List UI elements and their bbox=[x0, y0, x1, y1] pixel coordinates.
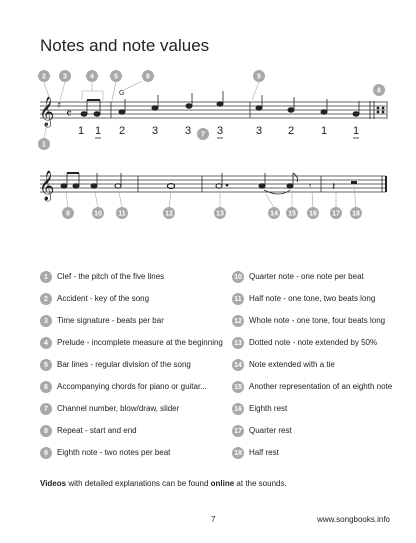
legend-item bbox=[40, 310, 223, 332]
callout-badge bbox=[59, 70, 71, 82]
svg-text:6: 6 bbox=[146, 73, 150, 81]
legend-item bbox=[232, 420, 392, 442]
legend-item bbox=[40, 288, 223, 310]
legend-text: Quarter rest bbox=[249, 426, 292, 435]
eighth-rest-icon: 𝄾 bbox=[309, 182, 312, 192]
treble-clef-icon: 𝄞 bbox=[39, 171, 55, 201]
legend-text: Accident - key of the song bbox=[57, 294, 150, 303]
quarter-notes-bar-1 bbox=[119, 91, 223, 114]
legend-item bbox=[232, 354, 392, 376]
svg-text:14: 14 bbox=[270, 210, 278, 218]
legend-item bbox=[40, 442, 223, 464]
callout-badge bbox=[253, 70, 265, 82]
legend-badge: 4 bbox=[40, 337, 52, 349]
legend-text: Time signature - beats per bar bbox=[57, 316, 164, 325]
dotted-half-note-icon bbox=[216, 173, 228, 188]
footer-text-end: at the sounds. bbox=[234, 479, 287, 488]
legend-badge: 10 bbox=[232, 271, 244, 283]
svg-text:7: 7 bbox=[201, 131, 205, 139]
music-notation bbox=[0, 0, 416, 250]
legend-badge: 16 bbox=[232, 403, 244, 415]
svg-text:3: 3 bbox=[63, 73, 67, 81]
legend-text: Note extended with a tie bbox=[249, 360, 335, 369]
svg-text:15: 15 bbox=[288, 210, 296, 218]
legend-item bbox=[232, 266, 392, 288]
legend-badge: 5 bbox=[40, 359, 52, 371]
svg-text:9: 9 bbox=[66, 210, 70, 218]
callout-badge bbox=[38, 70, 50, 82]
callout-badge bbox=[92, 207, 104, 219]
beat-number: 2 bbox=[288, 125, 295, 137]
legend-badge: 3 bbox=[40, 315, 52, 327]
site-url: www.songbooks.info bbox=[317, 515, 390, 524]
legend-item bbox=[232, 376, 392, 398]
callout-badge bbox=[307, 207, 319, 219]
beat-number: 2 bbox=[119, 125, 126, 137]
legend-text: Dotted note - note extended by 50% bbox=[249, 338, 378, 347]
beat-number: 1 bbox=[78, 125, 85, 137]
callout-badge bbox=[110, 70, 122, 82]
svg-text:10: 10 bbox=[94, 210, 102, 218]
beat-number: 3 bbox=[256, 125, 263, 137]
sharp-icon: ♯ bbox=[57, 101, 62, 111]
beat-number: 3 bbox=[152, 125, 159, 137]
legend-item bbox=[40, 266, 223, 288]
callout-badge bbox=[286, 207, 298, 219]
callout-badge bbox=[38, 138, 50, 150]
legend-badge: 8 bbox=[40, 425, 52, 437]
beat-number: 1 bbox=[95, 125, 102, 137]
legend-item bbox=[40, 354, 223, 376]
legend-text: Eighth note - two notes per beat bbox=[57, 448, 171, 457]
callout-lines bbox=[66, 186, 356, 208]
legend-badge: 11 bbox=[232, 293, 244, 305]
page-number: 7 bbox=[211, 515, 216, 524]
legend-item bbox=[232, 310, 392, 332]
legend-badge: 1 bbox=[40, 271, 52, 283]
svg-text:18: 18 bbox=[352, 210, 360, 218]
quarter-rest-icon: 𝄽 bbox=[332, 180, 336, 193]
half-note-icon bbox=[115, 173, 121, 188]
callout-badge bbox=[142, 70, 154, 82]
legend-badge: 12 bbox=[232, 315, 244, 327]
callout-badge bbox=[163, 207, 175, 219]
svg-text:4: 4 bbox=[90, 73, 94, 81]
legend-item bbox=[40, 332, 223, 354]
legend-item bbox=[40, 420, 223, 442]
callout-badge bbox=[62, 207, 74, 219]
svg-text:16: 16 bbox=[309, 210, 317, 218]
legend-badge: 13 bbox=[232, 337, 244, 349]
quarter-notes-bar-2 bbox=[256, 95, 359, 116]
legend-item bbox=[232, 442, 392, 464]
legend-badge: 18 bbox=[232, 447, 244, 459]
svg-text:1: 1 bbox=[42, 141, 46, 149]
beat-number: 3 bbox=[217, 125, 224, 137]
svg-text:11: 11 bbox=[118, 210, 126, 218]
callout-badge bbox=[197, 128, 209, 140]
legend-text: Half note - one tone, two beats long bbox=[249, 294, 376, 303]
legend-text: Whole note - one tone, four beats long bbox=[249, 316, 386, 325]
videos-label: Videos bbox=[40, 479, 67, 488]
legend-text: Bar lines - regular division of the song bbox=[57, 360, 191, 369]
callout-badge bbox=[214, 207, 226, 219]
legend-right bbox=[232, 266, 392, 464]
svg-text:8: 8 bbox=[377, 87, 381, 95]
legend-text: Prelude - incomplete measure at the beginning bbox=[57, 338, 223, 347]
legend-item bbox=[232, 288, 392, 310]
legend-badge: 14 bbox=[232, 359, 244, 371]
half-rest-icon bbox=[351, 181, 357, 184]
legend-badge: 9 bbox=[40, 447, 52, 459]
legend-text: Eighth rest bbox=[249, 404, 288, 413]
common-time-icon: 𝄴 bbox=[66, 107, 72, 122]
svg-text:5: 5 bbox=[114, 73, 118, 81]
footer-note bbox=[40, 479, 287, 488]
legend-text: Half rest bbox=[249, 448, 279, 457]
eighth-and-quarter-notes bbox=[61, 173, 97, 188]
chord-symbol: G bbox=[119, 90, 125, 97]
callout-badge bbox=[330, 207, 342, 219]
legend-badge: 15 bbox=[232, 381, 244, 393]
legend-text: Another representation of an eighth note bbox=[249, 382, 393, 391]
legend-item bbox=[40, 376, 223, 398]
legend-text: Quarter note - one note per beat bbox=[249, 272, 364, 281]
beat-number: 3 bbox=[185, 125, 192, 137]
callout-badge bbox=[373, 84, 385, 96]
staff-1 bbox=[40, 102, 386, 118]
callout-badge bbox=[350, 207, 362, 219]
legend-badge: 2 bbox=[40, 293, 52, 305]
page-title: Notes and note values bbox=[40, 36, 210, 55]
legend-item bbox=[232, 398, 392, 420]
legend-left bbox=[40, 266, 223, 464]
legend-text: Channel number, blow/draw, slider bbox=[57, 404, 180, 413]
callout-badge bbox=[116, 207, 128, 219]
footer-text: with detailed explanations can be found bbox=[66, 479, 211, 488]
svg-text:17: 17 bbox=[332, 210, 340, 218]
svg-text:2: 2 bbox=[42, 73, 46, 81]
legend-badge: 6 bbox=[40, 381, 52, 393]
legend-text: Accompanying chords for piano or guitar... bbox=[57, 382, 207, 391]
beat-number: 1 bbox=[321, 125, 328, 137]
legend-badge: 7 bbox=[40, 403, 52, 415]
legend-badge: 17 bbox=[232, 425, 244, 437]
treble-clef-icon: 𝄞 bbox=[39, 97, 55, 127]
legend-item bbox=[232, 332, 392, 354]
beat-number: 1 bbox=[353, 125, 360, 137]
legend-text: Repeat - start and end bbox=[57, 426, 137, 435]
callout-badge bbox=[86, 70, 98, 82]
svg-text:12: 12 bbox=[165, 210, 173, 218]
legend-item bbox=[40, 398, 223, 420]
callout-badge bbox=[268, 207, 280, 219]
legend-text: Clef - the pitch of the five lines bbox=[57, 272, 165, 281]
svg-text:13: 13 bbox=[216, 210, 224, 218]
svg-text:5: 5 bbox=[257, 73, 261, 81]
online-label: online bbox=[210, 479, 235, 488]
